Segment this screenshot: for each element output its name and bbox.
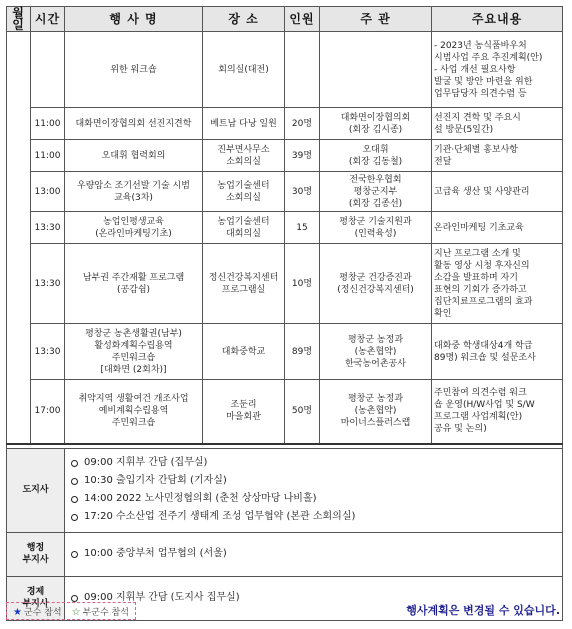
governor-schedule (65, 448, 563, 532)
content-cell: 지난 프로그램 소개 및 활동 영상 시청 후자신의 소감을 발표하며 자기 표현의 기회가 증가하고 집단치료프로그램의 효과 확인 (434, 248, 533, 319)
host-cell: 오대휘 (회장 김동철) (348, 144, 403, 167)
host-cell: 평창군 건강증진과 (정신건강복지센터) (337, 272, 414, 295)
place-cell: 농업기술센터 대회의실 (217, 216, 270, 239)
time-cell: 17:00 (31, 380, 65, 444)
place-cell: 농업기술센터 소회의실 (217, 180, 270, 203)
col-header-time: 시간 (31, 7, 65, 32)
date-cell (7, 32, 31, 444)
content-cell: - 2023년 농식품바우처 시범사업 주요 추진계획(안) - 사업 개선 필요사항 발굴 및 방안 마련을 위한 업무담당자 의견수렴 등 (434, 40, 543, 99)
time-cell (31, 32, 65, 108)
legend-gov: ★ 군수 참석 (13, 606, 62, 618)
people-cell: 89명 (285, 324, 320, 380)
table-row (7, 380, 563, 444)
host-cell: 평창군 농정과 (농촌협약) 마이너스플러스랩 (340, 394, 411, 429)
col-header-place: 장 소 (203, 7, 285, 32)
people-cell (285, 32, 320, 108)
econ-vice-label: 경제 부지사 (7, 576, 65, 620)
event-cell: 우량암소 조기선발 기술 시범 교육(3차) (77, 180, 190, 203)
place-cell: 조둔리 마을회관 (226, 400, 261, 423)
admin-vice-schedule (65, 532, 563, 576)
header-row (7, 7, 563, 32)
footer (6, 600, 562, 620)
admin-vice-row (7, 532, 563, 576)
bullet-circle-icon (71, 460, 78, 467)
place-cell: 베트남 다낭 일원 (210, 118, 277, 129)
host-cell: 평창군 농정과 (농촌협약) 한국농어촌공사 (345, 334, 406, 369)
governor-row (7, 448, 563, 532)
list-item: 09:00 지휘부 간담 (도지사 집무실) (71, 589, 556, 607)
time-cell: 13:30 (31, 244, 65, 324)
event-cell: 위한 워크숍 (110, 64, 157, 75)
content-cell: 선진지 견학 및 주요시 설 방문(5일간) (434, 112, 521, 135)
content-cell: 주민참여 의견수렴 워크 숍 운영(H/W사업 및 S/W 프로그램 사업계획(안) 공유 및 논의) (434, 388, 535, 435)
table-row (7, 32, 563, 108)
people-cell: 50명 (285, 380, 320, 444)
bullet-circle-icon (71, 551, 78, 558)
place-cell: 대화중학교 (221, 346, 266, 357)
attendance-legend (6, 602, 136, 620)
change-notice: 행사계획은 변경될 수 있습니다. (406, 604, 560, 617)
col-header-event: 행 사 명 (65, 7, 203, 32)
col-header-date: 월일 (7, 7, 31, 32)
time-cell: 13:30 (31, 324, 65, 380)
people-cell: 20명 (285, 108, 320, 140)
governor-label: 도지사 (7, 448, 65, 532)
people-cell: 30명 (285, 172, 320, 212)
content-cell: 대화중 학생대상4개 학급 89명) 워크숍 및 설문조사 (434, 340, 536, 363)
people-cell: 15 (285, 212, 320, 244)
col-header-content: 주요내용 (432, 7, 563, 32)
people-cell: 39명 (285, 140, 320, 172)
host-cell: 대화면이장협의회 (회장 김시종) (340, 112, 411, 135)
list-item: 10:00 중앙부처 업무협의 (서울) (71, 545, 556, 563)
list-item: 10:30 출입기자 간담회 (기자실) (71, 472, 556, 490)
content-cell: 기관·단체별 홍보사항 전달 (434, 144, 518, 167)
col-header-host: 주 관 (320, 7, 432, 32)
bullet-circle-icon (71, 478, 78, 485)
table-row (7, 212, 563, 244)
place-cell: 진부면사무소 소회의실 (217, 144, 270, 167)
content-cell: 고급육 생산 및 사양관리 (434, 186, 530, 197)
time-cell: 11:00 (31, 108, 65, 140)
table-row (7, 244, 563, 324)
time-cell: 13:30 (31, 212, 65, 244)
time-cell: 13:00 (31, 172, 65, 212)
place-cell: 정신건강복지센터 프로그램실 (208, 272, 279, 295)
table-row (7, 108, 563, 140)
people-cell: 10명 (285, 244, 320, 324)
star-icon: ★ (13, 606, 22, 618)
place-cell: 회의실(대전) (218, 64, 269, 75)
time-cell: 11:00 (31, 140, 65, 172)
event-cell: 취약지역 생활여건 개조사업 예비계획수립용역 주민워크숍 (78, 394, 189, 429)
host-cell: 평창군 기술지원과 (인력육성) (339, 216, 412, 239)
event-cell: 오대휘 협력회의 (101, 150, 166, 161)
event-cell: 평창군 농촌생활권(남부) 활성화계획수립용역 주민워크숍 [대화면 (2회차)] (85, 328, 182, 375)
event-cell: 남부권 주간재활 프로그램 (공감쉼) (82, 272, 185, 295)
table-row (7, 324, 563, 380)
bullet-circle-icon (71, 496, 78, 503)
content-cell: 온라인마케팅 기초교육 (434, 222, 524, 233)
table-row (7, 140, 563, 172)
event-cell: 농업인평생교육 (온라인마케팅기초) (95, 216, 172, 239)
admin-vice-label: 행정 부지사 (7, 532, 65, 576)
list-item: 09:00 지휘부 간담 (집무실) (71, 454, 556, 472)
legend-vice: ☆ 부군수 참석 (71, 606, 129, 618)
list-item: 17:20 수소산업 전주기 생태계 조성 업무협약 (본관 소회의실) (71, 508, 556, 526)
bullet-circle-icon (71, 514, 78, 521)
host-cell: 전국한우협회 평창군지부 (회장 김종선) (348, 174, 403, 209)
list-item: 14:00 2022 노사민정협의회 (춘천 상상마당 나비홀) (71, 490, 556, 508)
star-outline-icon: ☆ (71, 606, 81, 618)
schedule-table (6, 6, 563, 621)
col-header-people: 인원 (285, 7, 320, 32)
event-cell: 대화면이장협의회 선진지견학 (75, 118, 192, 129)
table-row (7, 172, 563, 212)
